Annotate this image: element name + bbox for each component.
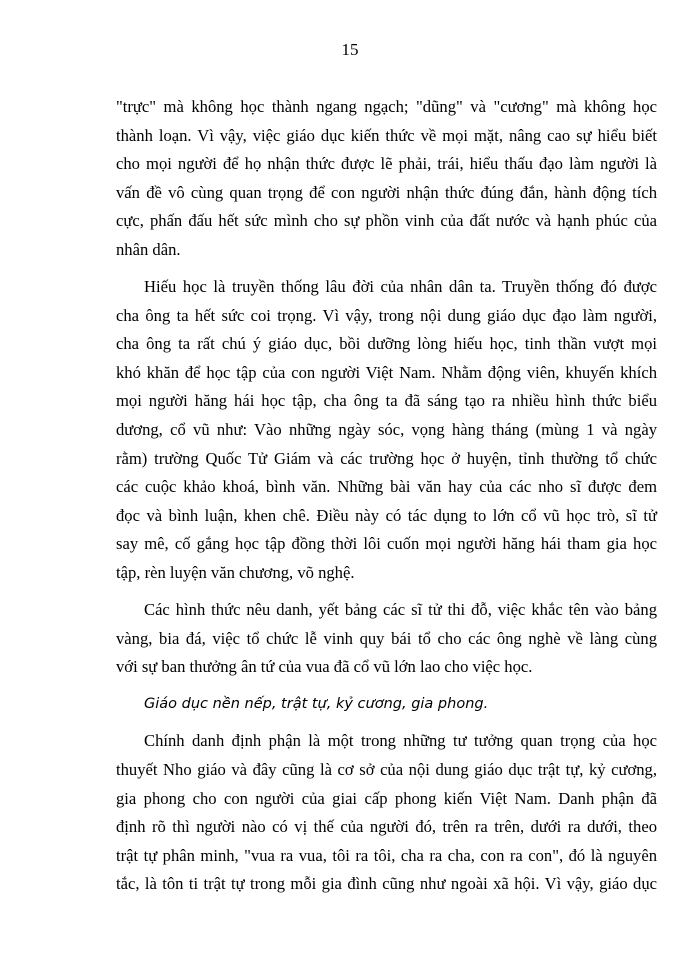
text-line: trật tự phân minh, "vua ra vua, tôi ra tôi, cha ra cha, con ra con", đó là nguyên bbox=[116, 845, 657, 865]
text-line: rằm) trường Quốc Tử Giám và các trường học ở huyện, tỉnh thường tổ chức bbox=[116, 448, 657, 468]
text-line: tập, rèn luyện văn chương, võ nghệ. bbox=[116, 563, 355, 582]
text-line: "trực" mà không học thành ngang ngạch; "dũng" và "cương" mà không học bbox=[116, 97, 657, 116]
section-heading bbox=[116, 690, 657, 719]
paragraph-gap bbox=[116, 265, 657, 274]
text-line: Các hình thức nêu danh, yết bảng các sĩ tử thi đỗ, việc khắc tên vào bảng bbox=[144, 600, 657, 620]
text-line: mọi người hăng hái học tập, cha ông ta đã sáng tạo ra nhiều hình thức biểu bbox=[116, 391, 657, 411]
text-line: vấn đề vô cùng quan trọng để con người nhận thức đúng đắn, hành động tích bbox=[116, 182, 657, 202]
page-number: 15 bbox=[341, 40, 359, 59]
text-line: Chính danh định phận là một trong những tư tưởng quan trọng của học bbox=[144, 731, 657, 751]
paragraph bbox=[116, 93, 657, 265]
document-body bbox=[116, 93, 657, 899]
paragraph-gap bbox=[116, 682, 657, 691]
text-line: cha ông ta rất chú ý giáo dục, bồi dưỡng lòng hiếu học, tinh thần vượt mọi bbox=[116, 334, 657, 354]
text-line: định rõ thì người nào có vị thế của người đó, trên ra trên, dưới ra dưới, theo bbox=[116, 817, 657, 837]
text-line: tắc, là tôn ti trật tự trong mỗi gia đình cũng như ngoài xã hội. Vì vậy, giáo dục bbox=[116, 874, 657, 894]
text-line: các cuộc khảo khoá, bình văn. Những bài văn hay của các nho sĩ được đem bbox=[116, 477, 657, 497]
text-line: dương, cổ vũ như: Vào những ngày sóc, vọng hàng tháng (mùng 1 và ngày bbox=[116, 420, 657, 440]
paragraph bbox=[116, 596, 657, 682]
text-line: cha ông ta hết sức coi trọng. Vì vậy, trong nội dung giáo dục đạo làm người, bbox=[116, 305, 657, 325]
text-line: cho mọi người để họ nhận thức được lẽ phải, trái, hiểu thấu đạo làm người là bbox=[116, 154, 657, 174]
text-line: say mê, cố gắng học tập đồng thời lôi cuốn mọi người hăng hái tham gia học bbox=[116, 534, 657, 554]
text-line: đọc và bình luận, khen chê. Điều này có tác dụng to lớn cổ vũ học trò, sĩ tử bbox=[116, 505, 657, 525]
text-line: thành loạn. Vì vậy, việc giáo dục kiến thức về mọi mặt, nâng cao sự hiểu biết bbox=[116, 125, 657, 145]
text-line: thuyết Nho giáo và đây cũng là cơ sở của nội dung giáo dục trật tự, kỷ cương, bbox=[116, 760, 657, 780]
paragraph bbox=[116, 273, 657, 588]
paragraph bbox=[116, 727, 657, 899]
paragraph-gap bbox=[116, 588, 657, 597]
text-line: với sự ban thưởng ân tứ của vua đã cổ vũ lớn lao cho việc học. bbox=[116, 657, 533, 677]
text-line: Hiếu học là truyền thống lâu đời của nhân dân ta. Truyền thống đó được bbox=[144, 277, 657, 297]
text-line: khó khăn để học tập của con người Việt Nam. Nhằm động viên, khuyến khích bbox=[116, 362, 657, 382]
text-line: gia phong cho con người của giai cấp phong kiến Việt Nam. Danh phận đã bbox=[116, 788, 657, 808]
text-line: cực, phấn đấu hết sức mình cho sự phồn vinh của đất nước và hạnh phúc của bbox=[116, 211, 657, 231]
text-line: Giáo dục nền nếp, trật tự, kỷ cương, gia phong. bbox=[144, 696, 489, 713]
text-line: nhân dân. bbox=[116, 239, 181, 259]
text-line: vàng, bia đá, việc tổ chức lễ vinh quy bái tổ cho các ông nghè về làng cùng bbox=[116, 628, 657, 648]
paragraph-gap bbox=[116, 719, 657, 728]
